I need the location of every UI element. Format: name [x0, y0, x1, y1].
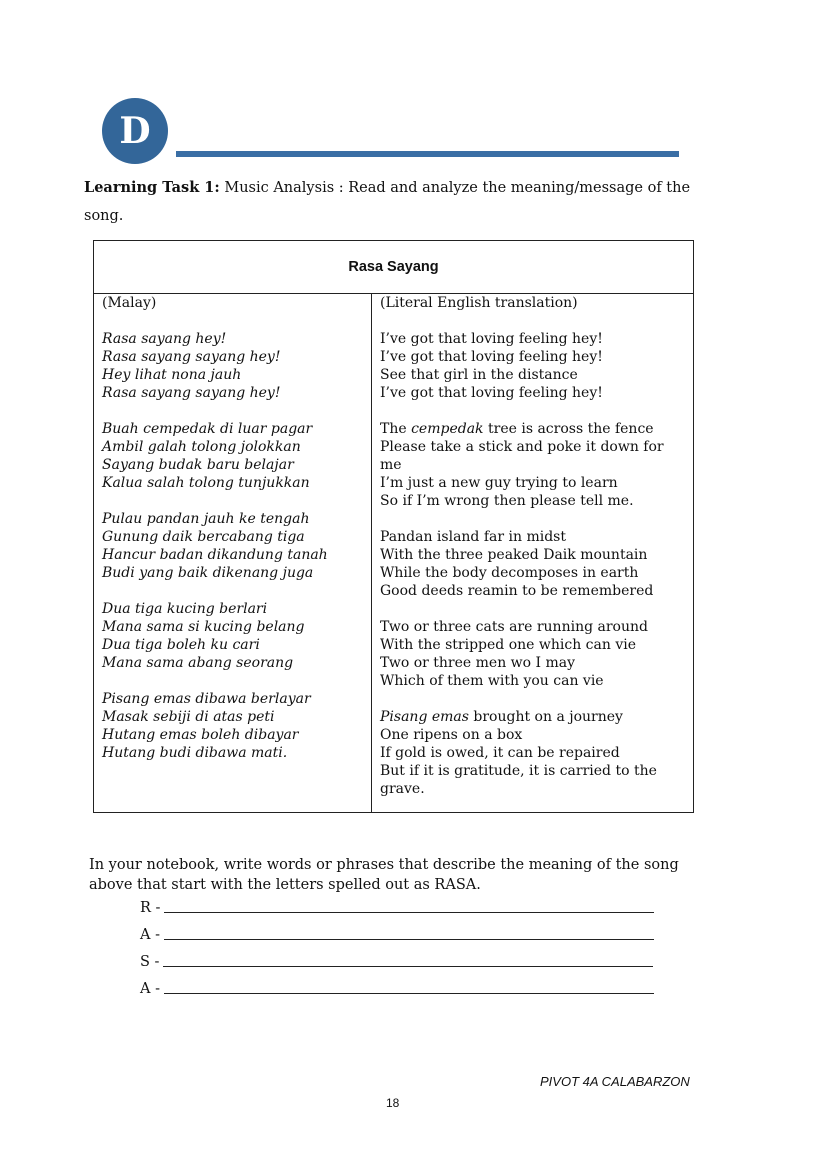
- section-letter-badge: [102, 98, 168, 164]
- lyric-line: [102, 600, 367, 618]
- lyric-line: [102, 618, 367, 636]
- lyric-line: [102, 546, 367, 564]
- lyric-line: If gold is owed, it can be repaired: [380, 745, 620, 761]
- task-heading: [84, 174, 704, 230]
- lyric-line: [102, 384, 367, 402]
- lyric-line: I’ve got that loving feeling hey!: [380, 349, 603, 365]
- answer-line: [164, 898, 654, 913]
- lyric-segment: Hutang budi dibawa mati.: [102, 745, 288, 761]
- lyric-segment: Pulau pandan jauh ke tengah: [102, 511, 310, 527]
- fill-line-a2: [140, 979, 654, 999]
- lyric-line: [102, 420, 367, 438]
- lyric-line: Please take a stick and poke it down for: [380, 439, 664, 455]
- task-label: Learning Task 1:: [84, 179, 220, 196]
- fill-label: A -: [140, 981, 160, 997]
- footer-text: PIVOT 4A CALABARZON: [540, 1074, 690, 1089]
- lyric-line: (Literal English translation): [380, 295, 578, 311]
- lyric-segment: Hancur badan dikandung tanah: [102, 547, 328, 563]
- answer-line: [164, 979, 654, 994]
- lyric-segment: Ambil galah tolong jolokkan: [102, 439, 301, 455]
- section-divider-bar: [176, 151, 679, 157]
- malay-lyrics: [102, 294, 367, 762]
- lyric-line: With the stripped one which can vie: [380, 637, 636, 653]
- lyric-segment: The: [380, 421, 412, 437]
- lyric-line: [102, 726, 367, 744]
- lyric-line: Pandan island far in midst: [380, 529, 566, 545]
- lyric-line: [380, 708, 690, 726]
- lyric-line: But if it is gratitude, it is carried to the: [380, 763, 657, 779]
- stanza-break: [380, 600, 690, 618]
- lyric-segment: Rasa sayang sayang hey!: [102, 385, 281, 401]
- lyric-segment: Kalua salah tolong tunjukkan: [102, 475, 310, 491]
- lyric-segment: Gunung daik bercabang tiga: [102, 529, 305, 545]
- stanza-break: [380, 312, 690, 330]
- lyric-line: While the body decomposes in earth: [380, 565, 639, 581]
- lyric-line: [102, 528, 367, 546]
- lyric-line: [102, 636, 367, 654]
- lyric-segment: Dua tiga boleh ku cari: [102, 637, 260, 653]
- stanza-break: [102, 312, 367, 330]
- lyric-line: [102, 438, 367, 456]
- column-divider: [371, 293, 372, 812]
- stanza-break: [102, 402, 367, 420]
- lyric-line: [102, 564, 367, 582]
- fill-line-a1: [140, 925, 654, 945]
- lyric-line: Two or three cats are running around: [380, 619, 648, 635]
- lyric-line: [102, 708, 367, 726]
- lyric-line: I’ve got that loving feeling hey!: [380, 331, 603, 347]
- lyric-line: See that girl in the distance: [380, 367, 578, 383]
- lyric-line: I’m just a new guy trying to learn: [380, 475, 618, 491]
- lyric-segment: brought on a journey: [468, 709, 623, 725]
- lyric-line: One ripens on a box: [380, 727, 523, 743]
- lyric-line: (Malay): [102, 295, 157, 311]
- task-text: Music Analysis : Read and analyze the meaning/message of the song.: [84, 180, 691, 224]
- lyric-segment: Masak sebiji di atas peti: [102, 709, 275, 725]
- fill-label: R -: [140, 900, 161, 916]
- stanza-break: [102, 582, 367, 600]
- lyric-line: [102, 654, 367, 672]
- stanza-break: [380, 402, 690, 420]
- lyric-line: [102, 456, 367, 474]
- stanza-break: [380, 690, 690, 708]
- lyric-line: So if I’m wrong then please tell me.: [380, 493, 634, 509]
- stanza-break: [102, 672, 367, 690]
- lyric-segment: Dua tiga kucing berlari: [102, 601, 268, 617]
- stanza-break: [380, 510, 690, 528]
- lyric-line: I’ve got that loving feeling hey!: [380, 385, 603, 401]
- answer-line: [164, 925, 654, 940]
- lyric-line: [102, 474, 367, 492]
- lyric-segment: cempedak: [411, 421, 484, 437]
- lyric-segment: Pisang emas dibawa berlayar: [102, 691, 311, 707]
- lyric-line: grave.: [380, 781, 425, 797]
- fill-label: A -: [140, 927, 160, 943]
- english-translation: [380, 294, 690, 798]
- lyric-line: Good deeds reamin to be remembered: [380, 583, 654, 599]
- section-letter: D: [119, 110, 151, 152]
- lyric-line: [102, 690, 367, 708]
- fill-line-s: [140, 952, 653, 972]
- lyric-line: [102, 510, 367, 528]
- lyric-segment: tree is across the fence: [483, 421, 654, 437]
- instructions: In your notebook, write words or phrases that describe the meaning of the song above that start with the letters spelled out as RASA.: [89, 857, 679, 893]
- lyric-segment: Rasa sayang hey!: [102, 331, 227, 347]
- page-number: 18: [386, 1096, 400, 1110]
- fill-label: S -: [140, 954, 160, 970]
- song-table: [93, 240, 694, 813]
- lyric-line: With the three peaked Daik mountain: [380, 547, 648, 563]
- lyric-line: [102, 348, 367, 366]
- lyric-segment: Pisang emas: [380, 709, 469, 725]
- lyric-line: Which of them with you can vie: [380, 673, 604, 689]
- lyric-line: [380, 420, 690, 438]
- lyric-segment: Hey lihat nona jauh: [102, 367, 242, 383]
- lyric-line: Two or three men wo I may: [380, 655, 576, 671]
- lyric-segment: Mana sama si kucing belang: [102, 619, 305, 635]
- lyric-line: [102, 330, 367, 348]
- lyric-line: me: [380, 457, 402, 473]
- song-title: Rasa Sayang: [94, 241, 693, 294]
- lyric-segment: Sayang budak baru belajar: [102, 457, 294, 473]
- lyric-segment: Mana sama abang seorang: [102, 655, 294, 671]
- stanza-break: [102, 492, 367, 510]
- lyric-segment: Buah cempedak di luar pagar: [102, 421, 313, 437]
- lyric-segment: Hutang emas boleh dibayar: [102, 727, 299, 743]
- lyric-segment: Budi yang baik dikenang juga: [102, 565, 314, 581]
- lyric-line: [102, 366, 367, 384]
- fill-line-r: [140, 898, 654, 918]
- lyric-line: [102, 744, 367, 762]
- lyric-segment: Rasa sayang sayang hey!: [102, 349, 281, 365]
- answer-line: [163, 952, 653, 967]
